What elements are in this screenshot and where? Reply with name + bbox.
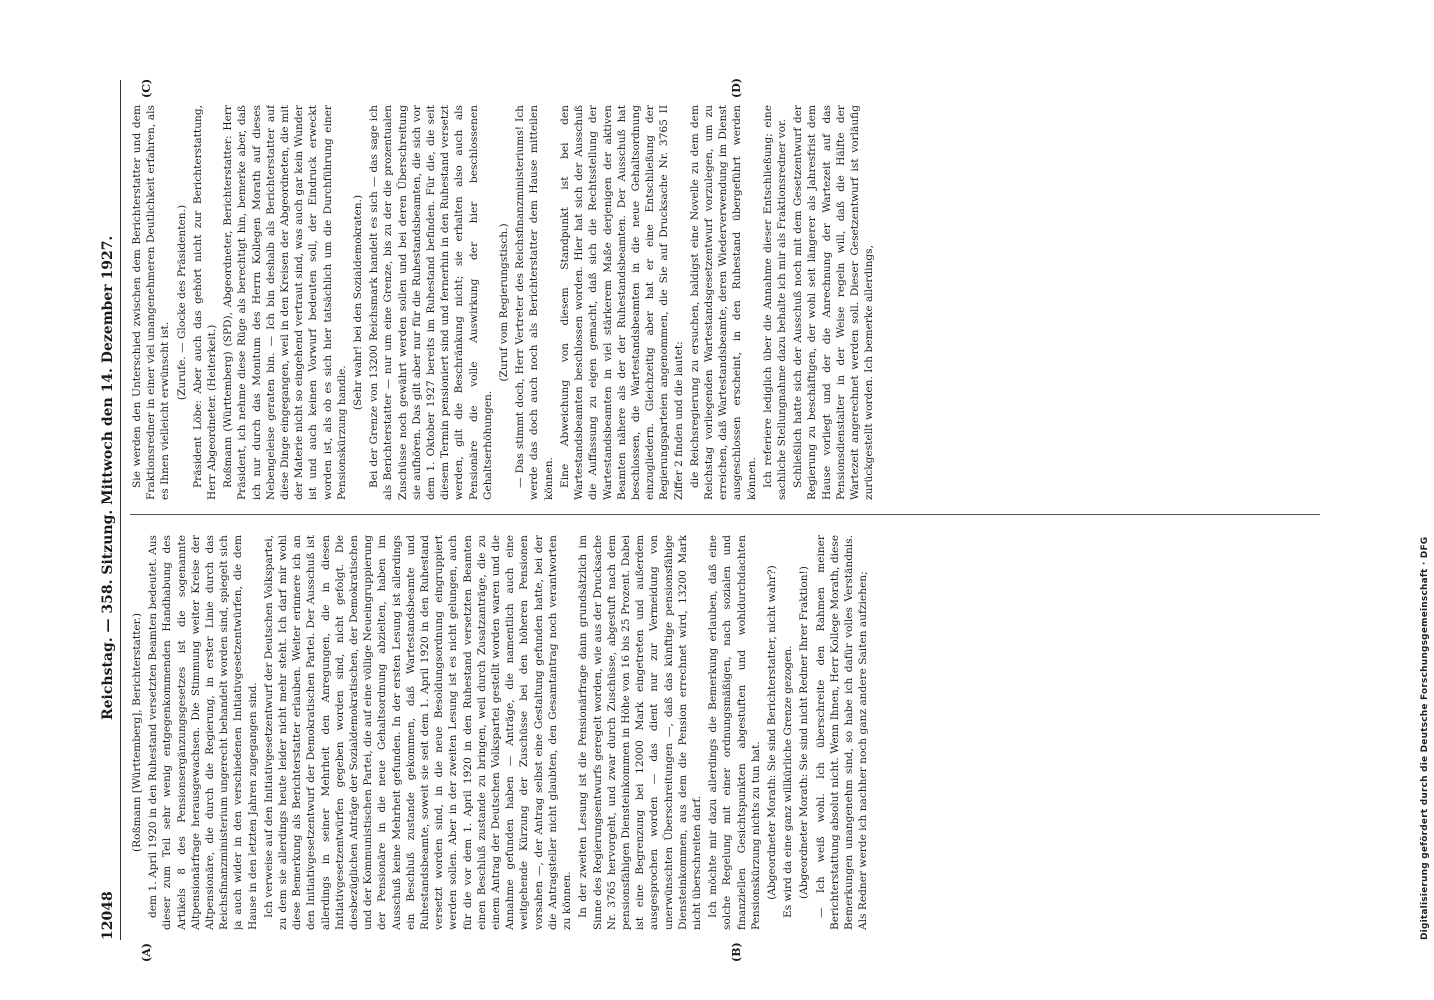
paragraph: Ich referiere lediglich über die Annahme dieser Entschließung; eine sachliche Stellungnahme dazu behalte ich mir als Fraktionsredner vor. <box>761 105 788 500</box>
paragraph: — Ich weiß wohl. Ich überschreite den Rahmen meiner Berichterstattung absolut nicht. Wenn Ihnen, Herr Kollege Morath, diese Bemerkungen unangenehm sind, so habe ich dafür volles Verständnis. Als Redner werde ich nachher noch ganz andere Saiten aufziehen; <box>814 535 870 930</box>
page-header <box>90 80 121 940</box>
paragraph: Sie werden den Unterschied zwischen dem Berichterstatter und dem Fraktionsredner in einer viel unangenehmeren Deutlichkeit erfahren, als es Ihnen vielleicht erwünscht ist. <box>131 105 172 500</box>
paragraph: Roßmann (Württemberg) (SPD), Abgeordneter, Berichterstatter: Herr Präsident, ich nehme diese Rüge als berechtigt hin, bemerke aber, daß ich nur durch das Monitum des Herrn Kollegen Morath auf dieses Nebengeleise geraten bin. — Ich bin deshalb als Berichterstatter auf diese Dinge eingegangen, weil in den Kreisen der Abgeordneten, die mit der Materie nicht so eingehend vertraut sind, was auch gar kein Wunder ist und auch keinen Vorwurf bedeuten soll, der Eindruck erweckt worden ist, als ob es sich hier tatsächlich um die Durchführung einer Pensionskürzung handle. <box>222 105 348 500</box>
dfg-funding-note: Digitalisierung gefördert durch die Deutsche Forschungsgemeinschaft · DFG <box>1420 536 1430 940</box>
page-title: Reichstag. — 358. Sitzung. Mittwoch den 14. Dezember 1927. <box>100 235 116 720</box>
paragraph: Ich möchte mir dazu allerdings die Bemerkung erlauben, daß eine solche Regelung mit einer ordnungsmäßigen, nach sozialen und finanziellen Gesichtspunkten abgestuften und wohldurchdachten Pensionskürzung nichts zu tun hat. <box>707 535 762 930</box>
page-content <box>90 78 1330 962</box>
paragraph: — Das stimmt doch, Herr Vertreter des Reichsfinanzministeriums! Ich werde das doch auch noch als Berichterstatter dem Hause mitteilen können. <box>514 105 555 500</box>
paragraph: Eine Abweichung von diesem Standpunkt ist bei den Wartestandsbeamten beschlossen worden. Hier hat sich der Ausschuß die Auffassung zu eigen gemacht, daß sich die Rechtsstellung der Wartestandsbeamten in viel stärkerem Maße derjenigen der aktiven Beamten nähere als der der Ruhestandsbeamten. Der Ausschuß hat beschlossen, die Wartestandsbeamten in die neue Gehaltsordnung einzugliedern. Gleichzeitig aber hat er eine Entschließung der Regierungsparteien angenommen, die Sie auf Drucksache Nr. 3765 II Ziffer 2 finden und die lautet: <box>558 105 685 500</box>
column-divider <box>130 514 1320 515</box>
speaker-note: (Roßmann [Württemberg], Berichterstatter.) <box>131 612 143 853</box>
interjection: (Abgeordneter Morath: Sie sind nicht Redner Ihrer Fraktion!) <box>798 566 811 899</box>
paragraph: Präsident Löbe: Aber auch das gehört nicht zur Berichterstattung, Herr Abgeordneter. (Heiterkeit.) <box>191 105 219 500</box>
paragraph: dem 1. April 1920 in den Ruhestand versetzten Beamten bedeutet. Aus dieser zum Teil sehr wenig entgegenkommenden Handhabung des Artikels 8 des Pensionsergänzungsgesetzes ist die sogenannte Altpensionärfrage herausgewachsen. Die Stimmung weiter Kreise der Altpensionäre, die durch die Regierung, in erster Linie durch das Reichsfinanzministerium ungerecht behandelt worden sind, spiegelt sich ja auch wider in den verschiedenen Initiativgesetzentwürfen, die dem Hause in den letzten Jahren zugegangen sind. <box>147 535 259 930</box>
left-column <box>130 535 1320 930</box>
margin-marker-d: (D) <box>730 78 743 98</box>
margin-marker-b: (B) <box>730 942 743 962</box>
paragraph: Es wird da eine ganz willkürliche Grenze gezogen. <box>782 645 795 918</box>
interjection: (Zurufe. — Glocke des Präsidenten.) <box>175 204 188 401</box>
paragraph: Ich verweise auf den Initiativgesetzentwurf der Deutschen Volkspartei, zu dem sie allerdings heute leider nicht mehr steht. Ich darf mir wohl diese Bemerkung als Berichterstatter erlauben. Weiter erinnere ich an den Initiativgesetzentwurf der Demokratischen Partei. Der Ausschuß ist allerdings in seiner Mehrheit den Anregungen, die in diesen Initiativgesetzentwürfen gegeben worden sind, nicht gefolgt. Die diesbezüglichen Anträge der Sozialdemokratischen, der Demokratischen und der Kommunistischen Partei, die auf eine völlige Neueingruppierung der Pensionäre in die neue Gehaltsordnung abzielten, haben im Ausschuß keine Mehrheit gefunden. In der ersten Lesung ist allerdings ein Beschluß zustande gekommen, daß Wartestandsbeamte und Ruhestandsbeamte, soweit sie seit dem 1. April 1920 in den Ruhestand versetzt worden sind, in die neue Besoldungsordnung eingruppiert werden sollen. Aber in der zweiten Lesung ist es nicht gelungen, auch für die vor dem 1. April 1920 in den Ruhestand versetzten Beamten einen Beschluß zustande zu bringen, weil durch Zusatzanträge, die zu einem Antrag der Deutschen Volkspartei gestellt worden waren und die Annahme gefunden haben — Anträge, die namentlich auch eine weitgehende Kürzung der Zuschüsse bei den höheren Pensionen vorsahen —, der Antrag selbst eine Gestaltung gefunden hatte, bei der die Antragsteller nicht glaubten, den Gesamtantrag noch verantworten zu können. <box>262 535 574 930</box>
margin-marker-a: (A) <box>140 943 153 962</box>
interjection: (Abgeordneter Morath: Sie sind Berichterstatter, nicht wahr?) <box>765 565 778 900</box>
quoted-resolution: die Reichsregierung zu ersuchen, baldigst eine Novelle zu dem dem Reichstag vorliegenden Wartestandsgesetzentwurf vorzulegen, um zu erreichen, daß Wartestandsbeamte, deren Wiederverwendung im Dienst ausgeschlossen erscheint, in den Ruhestand übergeführt werden können. <box>688 105 758 500</box>
interjection: (Sehr wahr! bei den Sozialdemokraten.) <box>352 194 365 411</box>
paragraph: In der zweiten Lesung ist die Pensionärfrage dann grundsätzlich im Sinne des Regierungsentwurfs geregelt worden, wie aus der Drucksache Nr. 3765 hervorgeht, und zwar durch Zuschüsse, abgestuft nach dem pensionsfähigen Diensteinkommen in Höhe von 16 bis 25 Prozent. Dabei ist eine Begrenzung bei 12000 Mark eingetreten und außerdem ausgesprochen worden — das dient nur zur Vermeidung von unerwünschten Überschreitungen —, daß das künftige pensionsfähige Diensteinkommen, aus dem die Pension errechnet wird, 13200 Mark nicht überschreiten darf. <box>577 535 703 930</box>
paragraph: Bei der Grenze von 13200 Reichsmark handelt es sich — das sage ich als Berichterstatter — nur um eine Grenze, bis zu der die prozentualen Zuschüsse noch gewährt werden sollen und bei deren Überschreitung sie aufhören. Das gilt aber nur für die Ruhestandsbeamten, die sich vor dem 1. Oktober 1927 bereits im Ruhestand befinden. Für die, die seit diesem Termin pensioniert sind und fernerhin in den Ruhestand versetzt werden, gilt die Beschränkung nicht; sie erhalten also auch als Pensionäre die volle Auswirkung der hier beschlossenen Gehaltserhöhungen. <box>368 105 494 500</box>
margin-marker-c: (C) <box>140 78 153 98</box>
page-number: 12048 <box>100 891 116 940</box>
scanned-page <box>90 78 1330 962</box>
right-column <box>130 105 1320 500</box>
paragraph: Schließlich hatte sich der Ausschuß noch mit dem Gesetzentwurf der Regierung zu beschäftigen, der wohl seit längerer als Jahresfrist dem Hause vorliegt und der die Anrechnung der Wartezeit auf das Pensionsdienstalter in der Weise regeln will, daß die Hälfte der Wartezeit angerechnet werden soll. Dieser Gesetzentwurf ist vorläufig zurückgestellt worden. Ich bemerke allerdings, <box>792 105 876 500</box>
interjection: (Zuruf vom Regierungstisch.) <box>498 223 511 382</box>
